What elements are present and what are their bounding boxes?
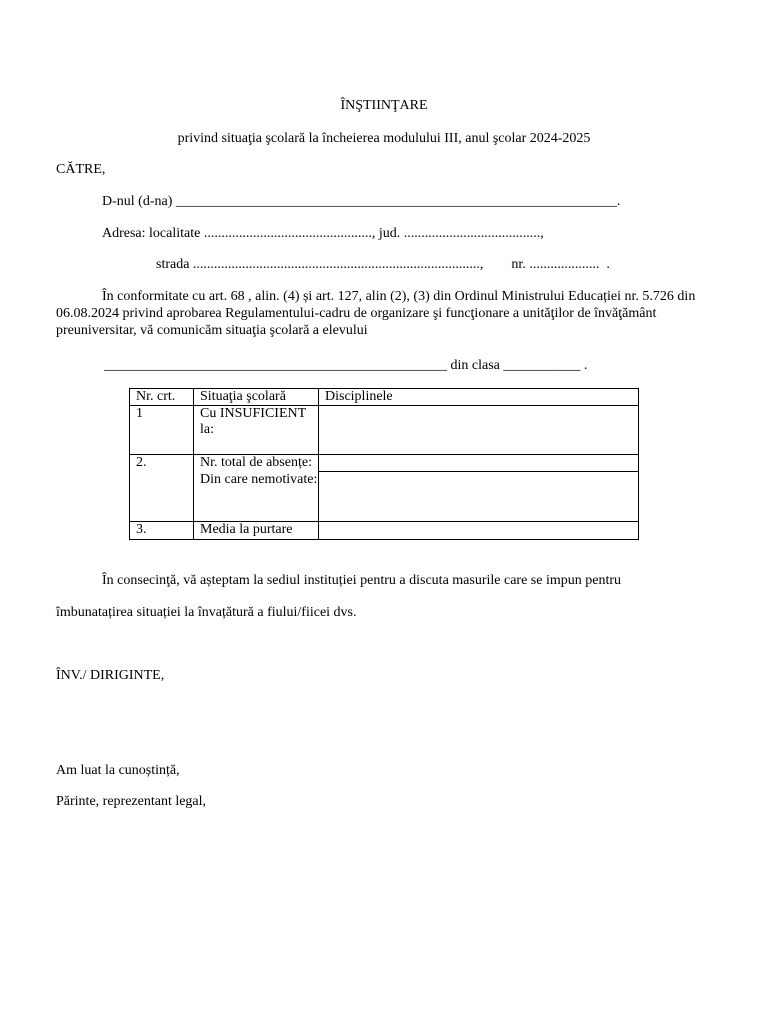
recipient-name-line: D-nul (d-na) _______________________________________________________________. <box>102 194 621 209</box>
row-discipline-cell <box>319 455 639 472</box>
table-row <box>130 406 639 455</box>
row-nr: 1 <box>130 406 194 455</box>
header-situatie: Situaţia şcolară <box>194 389 319 406</box>
student-class-line: _________________________________________________ din clasa ___________ . <box>104 358 588 373</box>
teacher-signature-label: ÎNV./ DIRIGINTE, <box>56 668 165 683</box>
document-title: ÎNŞTIINŢARE <box>340 98 428 113</box>
row-situatie: Nr. total de absențe: <box>194 455 319 472</box>
header-discipline: Disciplinele <box>319 389 639 406</box>
acknowledgement-label: Am luat la cunoștință, <box>56 763 180 778</box>
row-discipline-cell <box>319 472 639 522</box>
recipient-label: CĂTRE, <box>56 162 106 177</box>
table-row <box>130 455 639 472</box>
row-discipline-cell <box>319 406 639 455</box>
parent-signature-label: Părinte, reprezentant legal, <box>56 794 207 809</box>
address-locality-line: Adresa: localitate ................................................, jud. ......................................., <box>102 226 544 241</box>
table-row <box>130 522 639 540</box>
document-subtitle: privind situaţia şcolară la încheierea modulului III, anul şcolar 2024-2025 <box>177 131 591 146</box>
closing-line-2: îmbunatațirea situației la învațătură a fiului/fiicei dvs. <box>56 605 357 620</box>
row-nr: 2. <box>130 455 194 522</box>
row-situatie-nemotivate: Din care nemotivate: <box>194 472 319 522</box>
closing-line-1: În consecinţă, vă așteptam la sediul instituției pentru a discuta masurile care se impun pentru <box>102 573 622 588</box>
school-situation-table <box>129 388 639 540</box>
header-nr: Nr. crt. <box>130 389 194 406</box>
legal-basis-paragraph: În conformitate cu art. 68 , alin. (4) și art. 127, alin (2), (3) din Ordinul Ministrului Educației nr. 5.726 din 06.08.2024 privind aprobarea Regulamentului-cadru de organizare şi funcţionare a unităţilor de învăţământ preuniversitar, vă comunicăm situaţia şcolară a elevului <box>56 289 696 338</box>
row-situatie: Media la purtare <box>194 522 319 540</box>
row-discipline-cell <box>319 522 639 540</box>
address-street-line: strada .................................................................................., nr. .................... . <box>156 257 610 272</box>
row-situatie: Cu INSUFICIENT la: <box>194 406 319 455</box>
table-row <box>130 472 639 522</box>
row-nr: 3. <box>130 522 194 540</box>
table-header-row <box>130 389 639 406</box>
